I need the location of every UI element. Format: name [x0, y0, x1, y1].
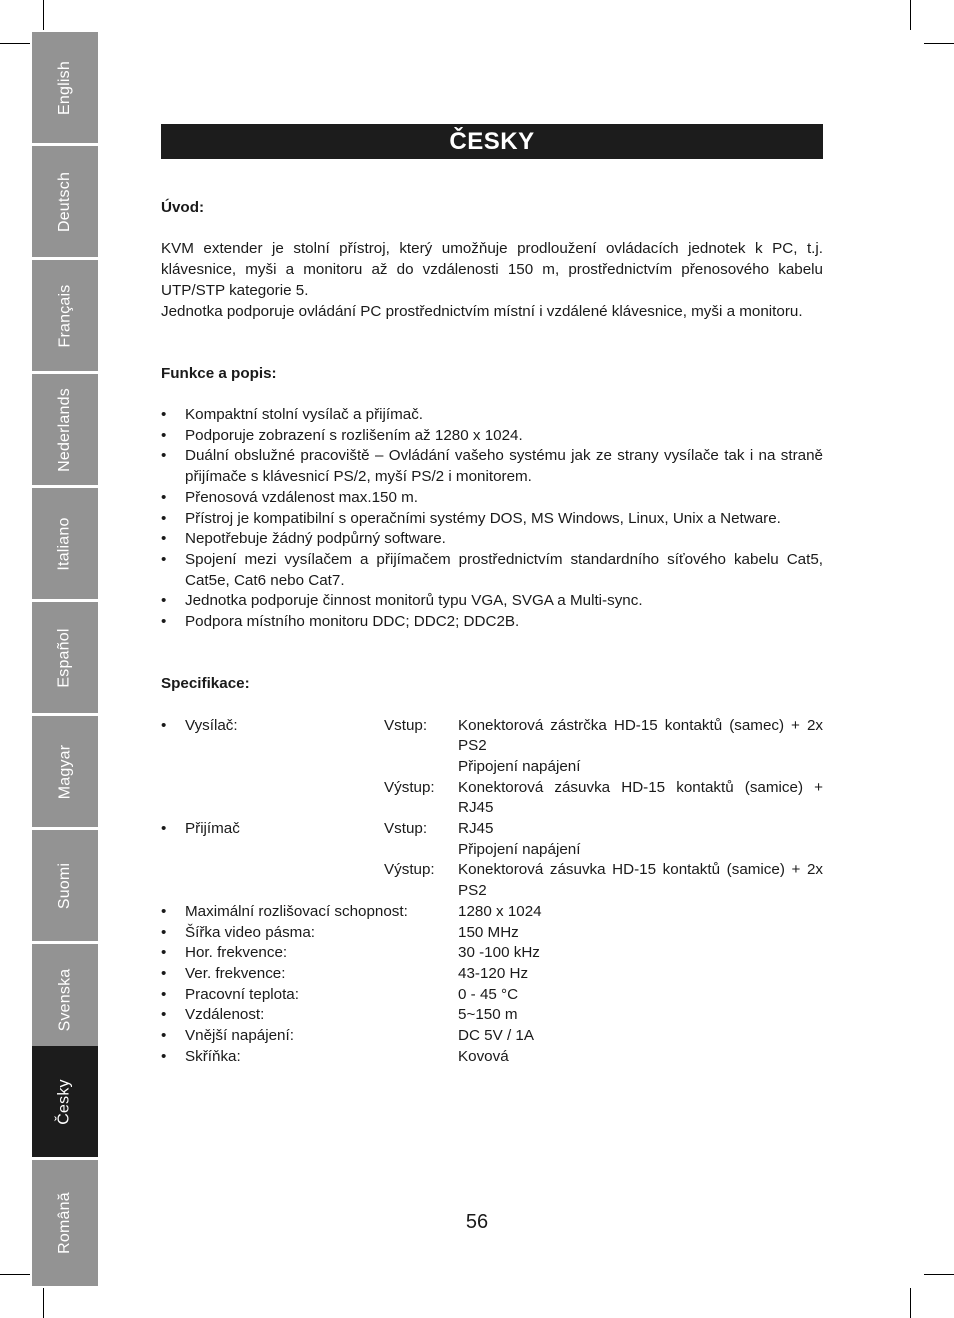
- bullet: •: [161, 902, 167, 920]
- language-tab-suomi[interactable]: [32, 830, 98, 941]
- language-tab-cesky[interactable]: [32, 1046, 98, 1157]
- list-item: • Přístroj je kompatibilní s operačními systémy DOS, MS Windows, Linux, Unix a Netware.: [161, 509, 823, 530]
- language-tab-label: Español: [55, 627, 73, 688]
- spec-value: 5~150 m: [458, 1006, 518, 1024]
- specs-heading: Specifikace:: [161, 675, 250, 693]
- spec-value: RJ45: [458, 820, 494, 838]
- crop-mark: [924, 1274, 954, 1275]
- bullet: •: [161, 1047, 167, 1065]
- language-sidebar: [32, 32, 98, 1286]
- language-tab-label: Suomi: [55, 862, 73, 909]
- spec-value: Konektorová zástrčka HD-15 kontaktů (samec) + 2x PS2: [458, 716, 823, 755]
- spec-row: [161, 943, 823, 964]
- spec-value: DC 5V / 1A: [458, 1027, 534, 1045]
- language-tab-label: Česky: [55, 1078, 73, 1125]
- language-tab-svenska[interactable]: [32, 944, 98, 1055]
- crop-mark: [43, 0, 44, 30]
- language-tab-francais[interactable]: [32, 260, 98, 371]
- bullet: •: [161, 1027, 167, 1045]
- intro-heading: Úvod:: [161, 199, 205, 216]
- page-number: 56: [465, 1211, 489, 1233]
- intro-paragraph: Jednotka podporuje ovládání PC prostřednictvím místní i vzdálené klávesnice, myši a monitoru.: [161, 302, 803, 320]
- crop-mark: [910, 0, 911, 30]
- spec-row-receiver-power: [161, 840, 823, 861]
- spec-label: Skříňka:: [185, 1047, 241, 1065]
- crop-mark: [0, 43, 30, 44]
- spec-sublabel: Vstup:: [384, 820, 428, 838]
- spec-value: 0 - 45 °C: [458, 985, 519, 1003]
- list-item: • Jednotka podporuje činnost monitorů typu VGA, SVGA a Multi-sync.: [161, 591, 823, 612]
- spec-row-receiver-output: [161, 860, 823, 901]
- language-tab-label: Deutsch: [55, 171, 73, 232]
- language-tab-label: Français: [55, 284, 73, 347]
- features-list: [161, 405, 823, 633]
- section-banner: ČESKY: [161, 124, 823, 159]
- bullet: •: [161, 820, 167, 838]
- language-tab-label: Svenska: [56, 968, 73, 1031]
- spec-row: [161, 1005, 823, 1026]
- bullet: •: [161, 716, 167, 734]
- language-tab-english[interactable]: [32, 32, 98, 143]
- spec-label: Ver. frekvence:: [185, 964, 286, 982]
- crop-mark: [0, 1274, 30, 1275]
- spec-value: 43-120 Hz: [458, 964, 529, 982]
- spec-value: Konektorová zásuvka HD-15 kontaktů (samice) + 2x PS2: [458, 861, 823, 900]
- list-item: • Kompaktní stolní vysílač a přijímač.: [161, 405, 823, 426]
- bullet: •: [161, 985, 167, 1003]
- language-tab-label: Magyar: [56, 744, 73, 799]
- bullet: •: [161, 923, 167, 941]
- crop-mark: [43, 1288, 44, 1318]
- spec-row-receiver-input: [161, 819, 823, 840]
- language-tab-label: Nederlands: [56, 387, 74, 472]
- spec-label: Vnější napájení:: [185, 1027, 294, 1045]
- list-item: • Duální obslužné pracoviště – Ovládání vašeho systému jak ze strany vysílače tak i na straně přijímače s klávesnicí PS/2, myší PS/2 i monitorem.: [161, 446, 823, 487]
- spec-value: 30 -100 kHz: [458, 944, 540, 962]
- spec-row: [161, 1047, 823, 1068]
- language-tab-espanol[interactable]: [32, 602, 98, 713]
- spec-label: Přijímač: [185, 820, 240, 838]
- features-heading: Funkce a popis:: [161, 364, 277, 382]
- language-tab-label: English: [55, 60, 73, 115]
- spec-sublabel: Vstup:: [384, 716, 428, 734]
- list-item: • Přenosová vzdálenost max.150 m.: [161, 488, 823, 509]
- spec-label: Pracovní teplota:: [185, 985, 299, 1003]
- list-item: • Nepotřebuje žádný podpůrný software.: [161, 529, 823, 550]
- bullet: •: [161, 1006, 167, 1024]
- spec-value: Připojení napájení: [458, 840, 581, 858]
- spec-label: Maximální rozlišovací schopnost:: [185, 902, 408, 920]
- spec-row: [161, 902, 823, 923]
- intro-paragraph: KVM extender je stolní přístroj, který umožňuje prodloužení ovládacích jednotek k PC, t.j. klávesnice, myši a monitoru až do vzdálenosti 150 m, prostřednictvím přenosového kabelu UTP/STP kategorie 5.: [161, 240, 823, 299]
- crop-mark: [910, 1288, 911, 1318]
- spec-value: 1280 x 1024: [458, 902, 542, 920]
- spec-row: [161, 923, 823, 944]
- language-tab-label: Italiano: [55, 516, 73, 571]
- spec-sublabel: Výstup:: [384, 861, 435, 879]
- language-tab-magyar[interactable]: [32, 716, 98, 827]
- spec-value: Kovová: [458, 1047, 509, 1065]
- bullet: •: [161, 964, 167, 982]
- spec-row: [161, 985, 823, 1006]
- spec-value: Konektorová zásuvka HD-15 kontaktů (samice) + RJ45: [458, 778, 823, 817]
- language-tab-nederlands[interactable]: [32, 374, 98, 485]
- spec-row: [161, 964, 823, 985]
- spec-label: Vysílač:: [185, 716, 238, 734]
- spec-value: 150 MHz: [458, 923, 519, 941]
- page-content: [161, 124, 823, 1067]
- spec-row-transmitter-output: [161, 778, 823, 819]
- spec-sublabel: Výstup:: [384, 778, 435, 796]
- spec-value: Připojení napájení: [458, 757, 581, 775]
- language-tab-deutsch[interactable]: [32, 146, 98, 257]
- language-tab-label: Română: [56, 1192, 73, 1254]
- spec-label: Hor. frekvence:: [185, 944, 288, 962]
- spec-row-transmitter-input: [161, 716, 823, 757]
- crop-mark: [924, 43, 954, 44]
- spec-label: Vzdálenost:: [185, 1006, 265, 1024]
- language-tab-italiano[interactable]: [32, 488, 98, 599]
- spec-label: Šířka video pásma:: [185, 923, 315, 941]
- bullet: •: [161, 944, 167, 962]
- list-item: • Podpora místního monitoru DDC; DDC2; DDC2B.: [161, 612, 823, 633]
- list-item: • Spojení mezi vysílačem a přijímačem prostřednictvím standardního síťového kabelu Cat5, Cat5e, Cat6 nebo Cat7.: [161, 550, 823, 591]
- spec-row-transmitter-power: [161, 757, 823, 778]
- list-item: • Podporuje zobrazení s rozlišením až 1280 x 1024.: [161, 426, 823, 447]
- spec-row: [161, 1026, 823, 1047]
- specs-table: [161, 716, 823, 1068]
